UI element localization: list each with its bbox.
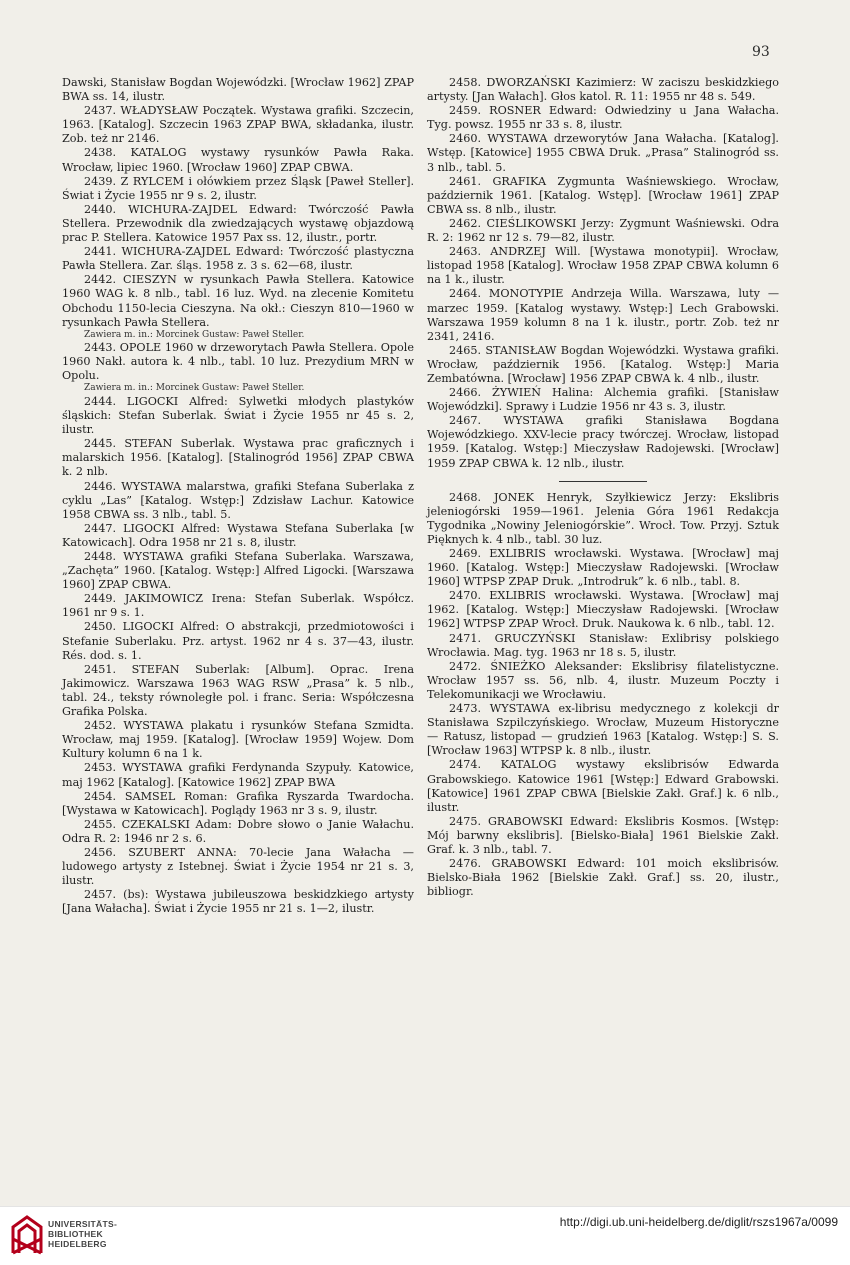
entry-text: WYSTAWA grafiki Ferdynanda Szypuły. Katowice, maj 1962 [Katalog]. [Katowice 1962] ZPAP BWA [62,761,414,789]
entry-text: (bs): Wystawa jubileuszowa beskidzkiego artysty [Jana Wałacha]. Świat i Życie 1955 nr 21 s. 1—2, ilustr. [62,888,414,916]
bibliography-entry [427,132,779,174]
bibliography-entry [427,245,779,287]
entry-text: WYSTAWA grafiki Stanisława Bogdana Wojewódzkiego. XXV-lecie pracy twórczej. Wrocław, listopad 1959. [Katalog. Wstęp:] Mieczysław Radojewski. [Wrocław] 1959 ZPAP CBWA k. 12 nlb., ilustr. [427,414,780,470]
entry-number: 2471. [449,631,482,645]
bibliography-entry [62,245,414,273]
bibliography-entry [62,846,414,888]
library-logo-icon[interactable] [10,1213,44,1257]
entry-text: LIGOCKI Alfred: O abstrakcji, przedmiotowości i Stefanie Suberlaku. Prz. artyst. 1962 nr 4 s. 37—43, ilustr. Rés. dod. s. 1. [62,620,414,662]
entry-text: DWORZAŃSKI Kazimierz: W zaciszu beskidzkiego artysty. [Jan Wałach]. Głos katol. R. 11: 1955 nr 48 s. 549. [427,76,779,104]
entry-number: 2470. [449,589,482,603]
entry-number: 2438. [84,146,117,160]
entry-text: GRAFIKA Zygmunta Waśniewskiego. Wrocław, październik 1961. [Katalog. Wstęp]. [Wrocław 1961] ZPAP CBWA ss. 8 nlb., ilustr. [427,174,779,216]
entry-number: 2475. [449,814,482,828]
entry-number: 2457. [84,888,117,902]
entry-number: 2476. [449,857,482,871]
entry-number: 2468. [449,490,482,504]
bibliography-entry [62,104,414,146]
entry-number: 2466. [449,386,482,400]
bibliography-entry [62,175,414,203]
entry-note: Zawiera m. in.: Morcinek Gustaw: Paweł Steller. [84,329,305,340]
bibliography-entry [427,175,779,217]
entry-text: ŻYWIEŃ Halina: Alchemia grafiki. [Stanisław Wojewódzki]. Sprawy i Ludzie 1956 nr 43 s. 3, ilustr. [427,386,779,414]
entry-number: 2460. [449,132,482,146]
bibliography-entry [62,480,414,522]
bibliography-entry [427,491,779,547]
bibliography-entry [62,550,414,592]
entry-text: Z RYLCEM i ołówkiem przez Śląsk [Paweł Steller]. Świat i Życie 1955 nr 9 s. 2, ilustr. [62,174,414,202]
entry-text: LIGOCKI Alfred: Sylwetki młodych plastyków śląskich: Stefan Suberlak. Świat i Życie 1955 nr 45 s. 2, ilustr. [62,394,414,437]
bibliography-entry [427,217,779,245]
entry-number: 2451. [84,662,117,676]
bibliography-entry [62,76,414,104]
entry-text: OPOLE 1960 w drzeworytach Pawła Stellera. Opole 1960 Nakł. autora k. 4 nlb., tabl. 10 luz. Prezydium MRN w Opolu. [62,341,414,383]
entry-number: 2449. [84,592,117,606]
bibliography-entry [62,203,414,245]
bibliography-entry [62,146,414,174]
document-url[interactable]: http://digi.ub.uni-heidelberg.de/diglit/rszs1967a/0099 [559,1215,838,1229]
bibliography-entry [62,522,414,550]
entry-text: Dawski, Stanisław Bogdan Wojewódzki. [Wrocław 1962] ZPAP BWA ss. 14, ilustr. [62,76,414,104]
bibliography-entry [427,76,779,104]
entry-text: KATALOG wystawy rysunków Pawła Raka. Wrocław, lipiec 1960. [Wrocław 1960] ZPAP CBWA. [62,146,414,174]
entry-text: JONEK Henryk, Szyłkiewicz Jerzy: Ekslibris jeleniogórski 1959—1961. Jelenia Góra 1961 Redakcja Tygodnika „Nowiny Jeleniogórskie”. Wrocł. Tow. Przyj. Sztuk Pięknych k. 4 nlb., tabl. 30 luz. [427,490,779,546]
entry-text: WYSTAWA malarstwa, grafiki Stefana Suberlaka z cyklu „Las” [Katalog. Wstęp:] Zdzisław Lachur. Katowice 1958 CBWA ss. 3 nlb., tabl. 5. [62,479,415,521]
entry-number: 2452. [84,719,117,733]
entry-number: 2464. [449,287,482,301]
entry-number: 2472. [449,659,482,673]
bibliography-entry [427,386,779,414]
entry-text: ŚNIEŻKO Aleksander: Ekslibrisy filatelistyczne. Wrocław 1957 ss. 56, nlb. 4, ilustr. Muzeum Poczty i Telekomunikacji we Wrocławiu. [427,659,780,701]
page-number: 93 [752,44,770,60]
entry-text: LIGOCKI Alfred: Wystawa Stefana Suberlaka [w Katowicach]. Odra 1958 nr 21 s. 8, ilustr. [62,521,414,549]
entry-number: 2454. [84,789,117,803]
entry-number: 2469. [449,547,482,560]
right-column-lower [427,491,779,900]
bibliography-entry [427,287,779,343]
library-name-line1: UNIVERSITÄTS- [48,1219,118,1229]
left-column [62,76,414,916]
entry-number: 2455. [84,817,117,831]
entry-number: 2459. [449,104,482,118]
bibliography-entry [427,702,779,758]
entry-number: 2439. [84,174,117,188]
bibliography-entry [62,663,414,719]
entry-text: STEFAN Suberlak: [Album]. Oprac. Irena Jakimowicz. Warszawa 1963 WAG RSW „Prasa” k. 5 nlb., tabl. 24., teksty równoległe pol. i franc. Seria: Współczesna Grafika Polska. [62,662,414,719]
entry-number: 2442. [84,273,117,287]
entry-number: 2444. [84,394,117,408]
bibliography-entry [427,857,779,899]
entry-text: EXLIBRIS wrocławski. Wystawa. [Wrocław] maj 1962. [Katalog. Wstęp:] Mieczysław Radojewski. [Wrocław 1962] WTPSP ZPAP Wrocł. Druk. Naukowa k. 6 nlb., tabl. 12. [427,589,779,631]
bibliography-entry [427,632,779,660]
entry-text: WŁADYSŁAW Początek. Wystawa grafiki. Szczecin, 1963. [Katalog]. Szczecin 1963 ZPAP BWA, składanka, ilustr. Zob. też nr 2146. [62,104,414,146]
entry-number: 2441. [84,245,117,259]
bibliography-entry [62,620,414,662]
entry-number: 2440. [84,202,117,216]
bibliography-entry [427,104,779,132]
right-column [427,76,779,899]
entry-text: EXLIBRIS wrocławski. Wystawa. [Wrocław] maj 1960. [Katalog. Wstęp:] Mieczysław Radojewski. [Wrocław 1960] WTPSP ZPAP Druk. „Introdruk” k. 6 nlb., tabl. 8. [427,547,779,589]
entry-number: 2447. [84,521,117,535]
bibliography-entry [62,888,414,916]
bibliography-entry [427,344,779,386]
entry-number: 2465. [449,343,482,357]
entry-number: 2467. [449,414,482,428]
bibliography-entry [62,592,414,620]
entry-text: CIESZYN w rysunkach Pawła Stellera. Katowice 1960 WAG k. 8 nlb., tabl. 16 luz. Wyd. na zlecenie Komitetu Obchodu 1150-lecia Cieszyna. Na okł.: Cieszyn 810—1960 w rysunkach Pawła Stellera. [62,273,414,329]
bibliography-entry [62,719,414,761]
library-name-line2: BIBLIOTHEK [48,1229,103,1239]
entry-number: 2474. [449,758,482,772]
entry-number: 2445. [84,437,117,451]
library-name [48,1219,117,1249]
entry-number: 2453. [84,761,117,775]
entry-number: 2473. [449,702,482,716]
entry-text: KATALOG wystawy ekslibrisów Edwarda Grabowskiego. Katowice 1961 [Wstęp:] Edward Grabowski. [Katowice] 1961 ZPAP CBWA [Bielskie Zakł. Graf.] k. 6 nlb., ilustr. [427,758,779,814]
bibliography-entry [62,818,414,846]
entry-number: 2448. [84,550,117,563]
entry-note: Zawiera m. in.: Morcinek Gustaw: Paweł Steller. [84,383,305,394]
entry-text: STANISŁAW Bogdan Wojewódzki. Wystawa grafiki. Wrocław, październik 1956. [Katalog. Wstęp:] Maria Zembatówna. [Wrocław] 1956 ZPAP CBWA k. 4 nlb., ilustr. [427,343,779,385]
bibliography-entry [62,790,414,818]
entry-text: SAMSEL Roman: Grafika Ryszarda Twardocha. [Wystawa w Katowicach]. Poglądy 1963 nr 3 s. 9, ilustr. [62,789,414,817]
bibliography-entry [62,273,414,329]
bibliography-entry [62,341,414,383]
entry-text: GRABOWSKI Edward: 101 moich ekslibrisów. Bielsko-Biała 1962 [Bielskie Zakł. Graf.] ss. 20, ilustr., bibliogr. [427,857,779,899]
entry-text: WICHURA-ZAJDEL Edward: Twórczość Pawła Stellera. Przewodnik dla zwiedzających wystawę objazdową prac P. Stellera. Katowice 1957 Pax ss. 12, ilustr., portr. [62,202,415,245]
entry-number: 2463. [449,245,482,259]
entry-number: 2446. [84,479,117,493]
entry-number: 2437. [84,104,117,118]
bibliography-entry [427,589,779,631]
bibliography-entry [427,660,779,702]
bibliography-entry [62,437,414,479]
bibliography-entry [427,414,779,470]
entry-number: 2461. [449,174,482,188]
entry-text: MONOTYPIE Andrzeja Willa. Warszawa, luty — marzec 1959. [Katalog wystawy. Wstęp:] Lech Grabowski. Warszawa 1959 kolumn 8 na 1 k. ilustr., portr. Zob. też nr 2341, 2416. [427,287,780,343]
entry-number: 2450. [84,620,117,634]
bibliography-entry [427,815,779,857]
entry-text: GRABOWSKI Edward: Ekslibris Kosmos. [Wstęp: Mój barwny ekslibris]. [Bielsko-Biała] 1961 Bielskie Zakł. Graf. k. 3 nlb., tabl. 7. [427,814,780,856]
entry-text: WYSTAWA grafiki Stefana Suberlaka. Warszawa, „Zachęta” 1960. [Katalog. Wstęp:] Alfred Ligocki. [Warszawa 1960] ZPAP CBWA. [62,550,414,592]
entry-text: WICHURA-ZAJDEL Edward: Twórczość plastyczna Pawła Stellera. Zar. śląs. 1958 z. 3 s. 62—68, ilustr. [62,245,415,273]
entry-text: GRUCZYŃSKI Stanisław: Exlibrisy polskiego Wrocławia. Mag. tyg. 1963 nr 18 s. 5, ilustr. [427,631,779,659]
entry-number: 2456. [84,845,117,859]
entry-number: 2443. [84,341,117,355]
entry-text: SZUBERT ANNA: 70-lecie Jana Wałacha — ludowego artysty z Istebnej. Świat i Życie 1954 nr 21 s. 3, ilustr. [62,845,414,888]
entry-text: CIEŚLIKOWSKI Jerzy: Zygmunt Waśniewski. Odra R. 2: 1962 nr 12 s. 79—82, ilustr. [427,216,779,245]
bibliography-entry [62,761,414,789]
section-separator [559,481,647,482]
entry-text: JAKIMOWICZ Irena: Stefan Suberlak. Współcz. 1961 nr 9 s. 1. [62,592,414,620]
entry-text: ANDRZEJ Will. [Wystawa monotypii]. Wrocław, listopad 1958 [Katalog]. Wrocław 1958 ZPAP CBWA kolumn 6 na 1 k., ilustr. [427,245,779,287]
entry-text: WYSTAWA ex-librisu medycznego z kolekcji dr Stanisława Szpilczyńskiego. Wrocław, Muzeum Historyczne — Ratusz, listopad — grudzień 1963 [Katalog. Wstęp:] S. S. [Wrocław 1963] WTPSP k. 8 nlb., ilustr. [427,702,779,758]
entry-number: 2458. [449,76,482,89]
entry-text: STEFAN Suberlak. Wystawa prac graficznych i malarskich 1956. [Katalog]. [Stalinogród 1956] ZPAP CBWA k. 2 nlb. [62,437,414,479]
right-column-upper [427,76,779,471]
library-name-line3: HEIDELBERG [48,1239,107,1249]
footer-bar [0,1206,850,1265]
entry-number: 2462. [449,216,482,230]
entry-text: WYSTAWA plakatu i rysunków Stefana Szmidta. Wrocław, maj 1959. [Katalog]. [Wrocław 1959] Wojew. Dom Kultury kolumn 6 na 1 k. [62,719,414,761]
entry-text: CZEKALSKI Adam: Dobre słowo o Janie Wałachu. Odra R. 2: 1946 nr 2 s. 6. [62,817,415,845]
bibliography-entry [62,395,414,437]
bibliography-entry [427,547,779,589]
entry-text: ROSNER Edward: Odwiedziny u Jana Wałacha. Tyg. powsz. 1955 nr 33 s. 8, ilustr. [427,104,780,132]
entry-text: WYSTAWA drzeworytów Jana Wałacha. [Katalog]. Wstęp. [Katowice] 1955 CBWA Druk. „Prasa” Stalinogród ss. 3 nlb., tabl. 5. [427,132,779,174]
bibliography-entry [427,758,779,814]
